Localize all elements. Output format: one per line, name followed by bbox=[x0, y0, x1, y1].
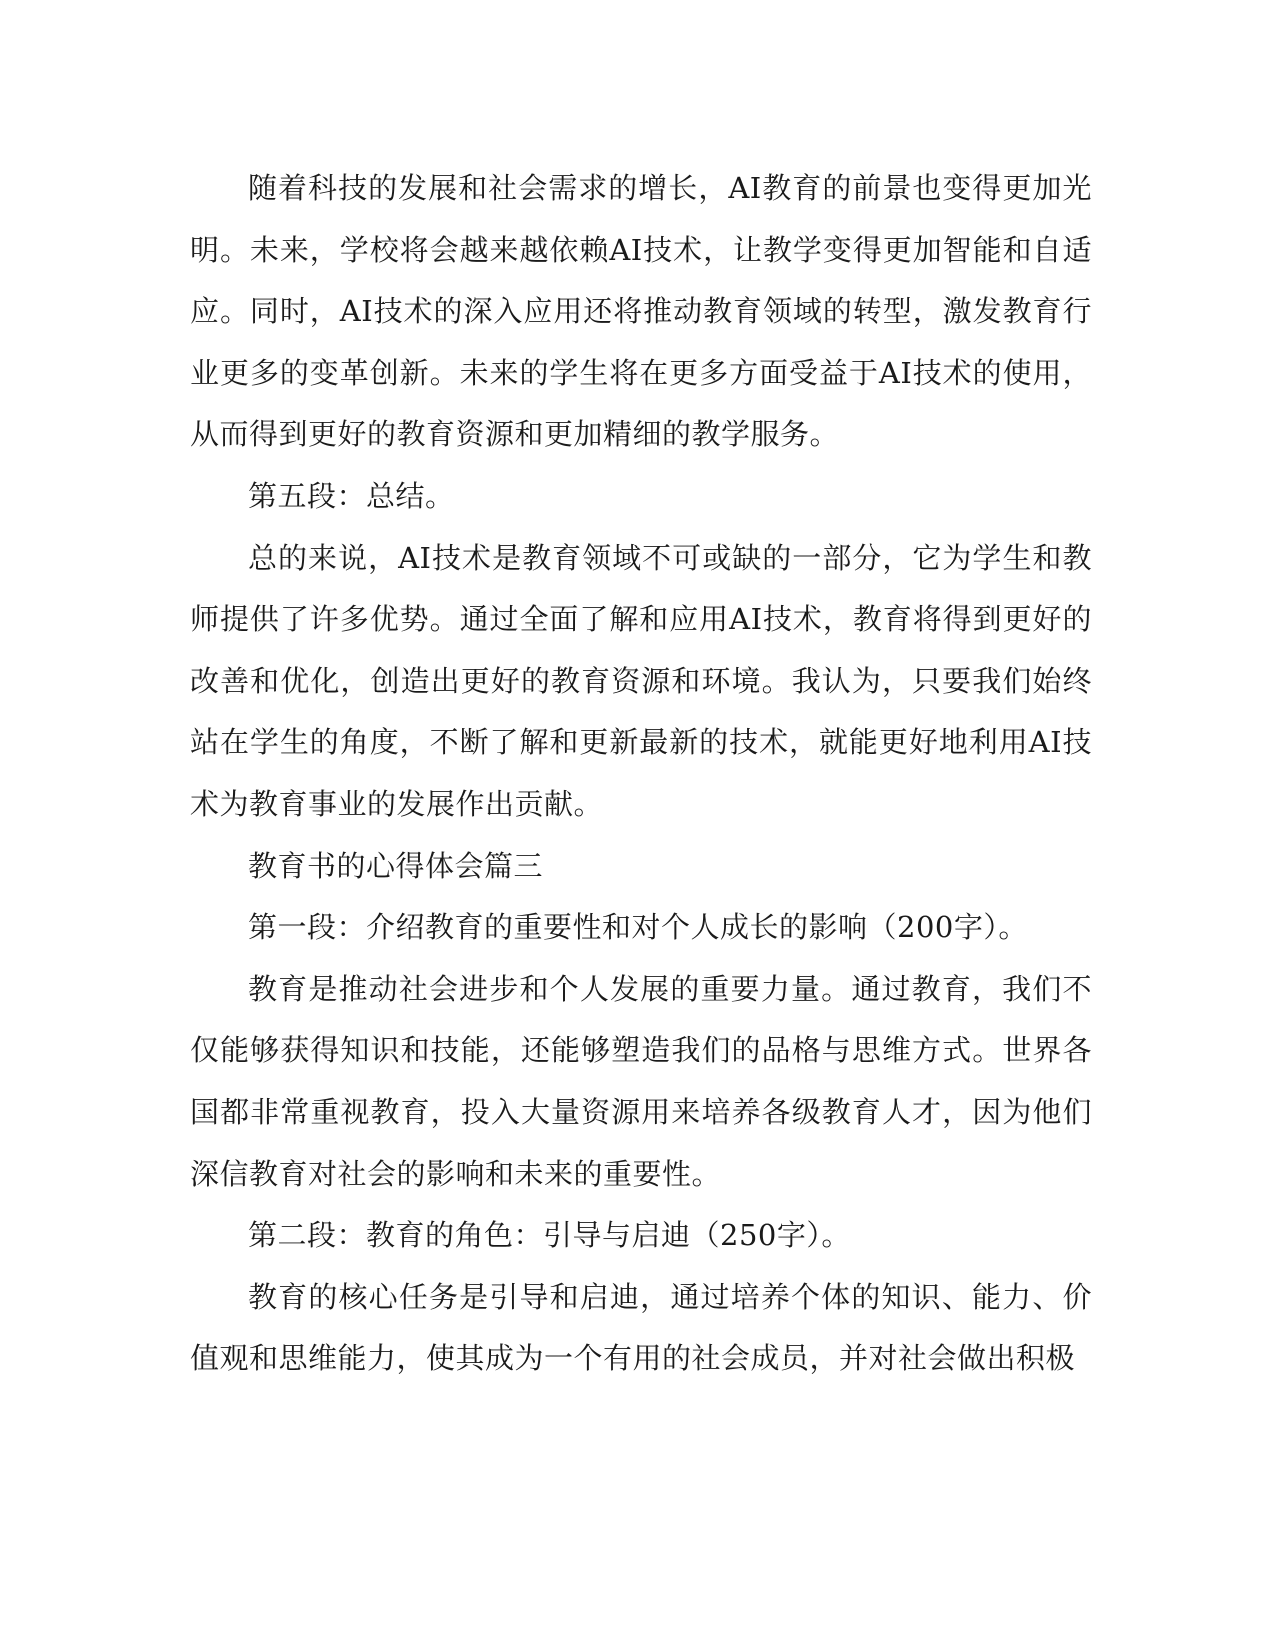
heading-section-two: 第二段：教育的角色：引导与启迪（250字）。 bbox=[248, 1218, 851, 1253]
heading-section-five: 第五段：总结。 bbox=[248, 478, 455, 513]
paragraph-summary: 总的来说，AI技术是教育领域不可或缺的一部分，它为学生和教师提供了许多优势。通过全面了解和应用AI技术，教育将得到更好的改善和优化，创造出更好的教育资源和环境。我认为，只要我们始终站在学生的角度，不断了解和更新最新的技术，就能更好地利用AI技术为教育事业的发展作出贡献。 bbox=[190, 540, 1092, 821]
heading-section-one: 第一段：介绍教育的重要性和对个人成长的影响（200字）。 bbox=[248, 910, 1028, 945]
heading-article-three-title: 教育书的心得体会篇三 bbox=[248, 848, 544, 883]
paragraph-role-of-education: 教育的核心任务是引导和启迪，通过培养个体的知识、能力、价值观和思维能力，使其成为一个有用的社会成员，并对社会做出积极 bbox=[190, 1279, 1092, 1376]
document-body bbox=[190, 158, 1092, 1390]
paragraph-ai-education-outlook: 随着科技的发展和社会需求的增长，AI教育的前景也变得更加光明。未来，学校将会越来越依赖AI技术，让教学变得更加智能和自适应。同时，AI技术的深入应用还将推动教育领域的转型，激发教育行业更多的变革创新。未来的学生将在更多方面受益于AI技术的使用，从而得到更好的教育资源和更加精细的教学服务。 bbox=[190, 171, 1092, 452]
paragraph-importance-of-education: 教育是推动社会进步和个人发展的重要力量。通过教育，我们不仅能够获得知识和技能，还能够塑造我们的品格与思维方式。世界各国都非常重视教育，投入大量资源用来培养各级教育人才，因为他们深信教育对社会的影响和未来的重要性。 bbox=[190, 971, 1092, 1191]
